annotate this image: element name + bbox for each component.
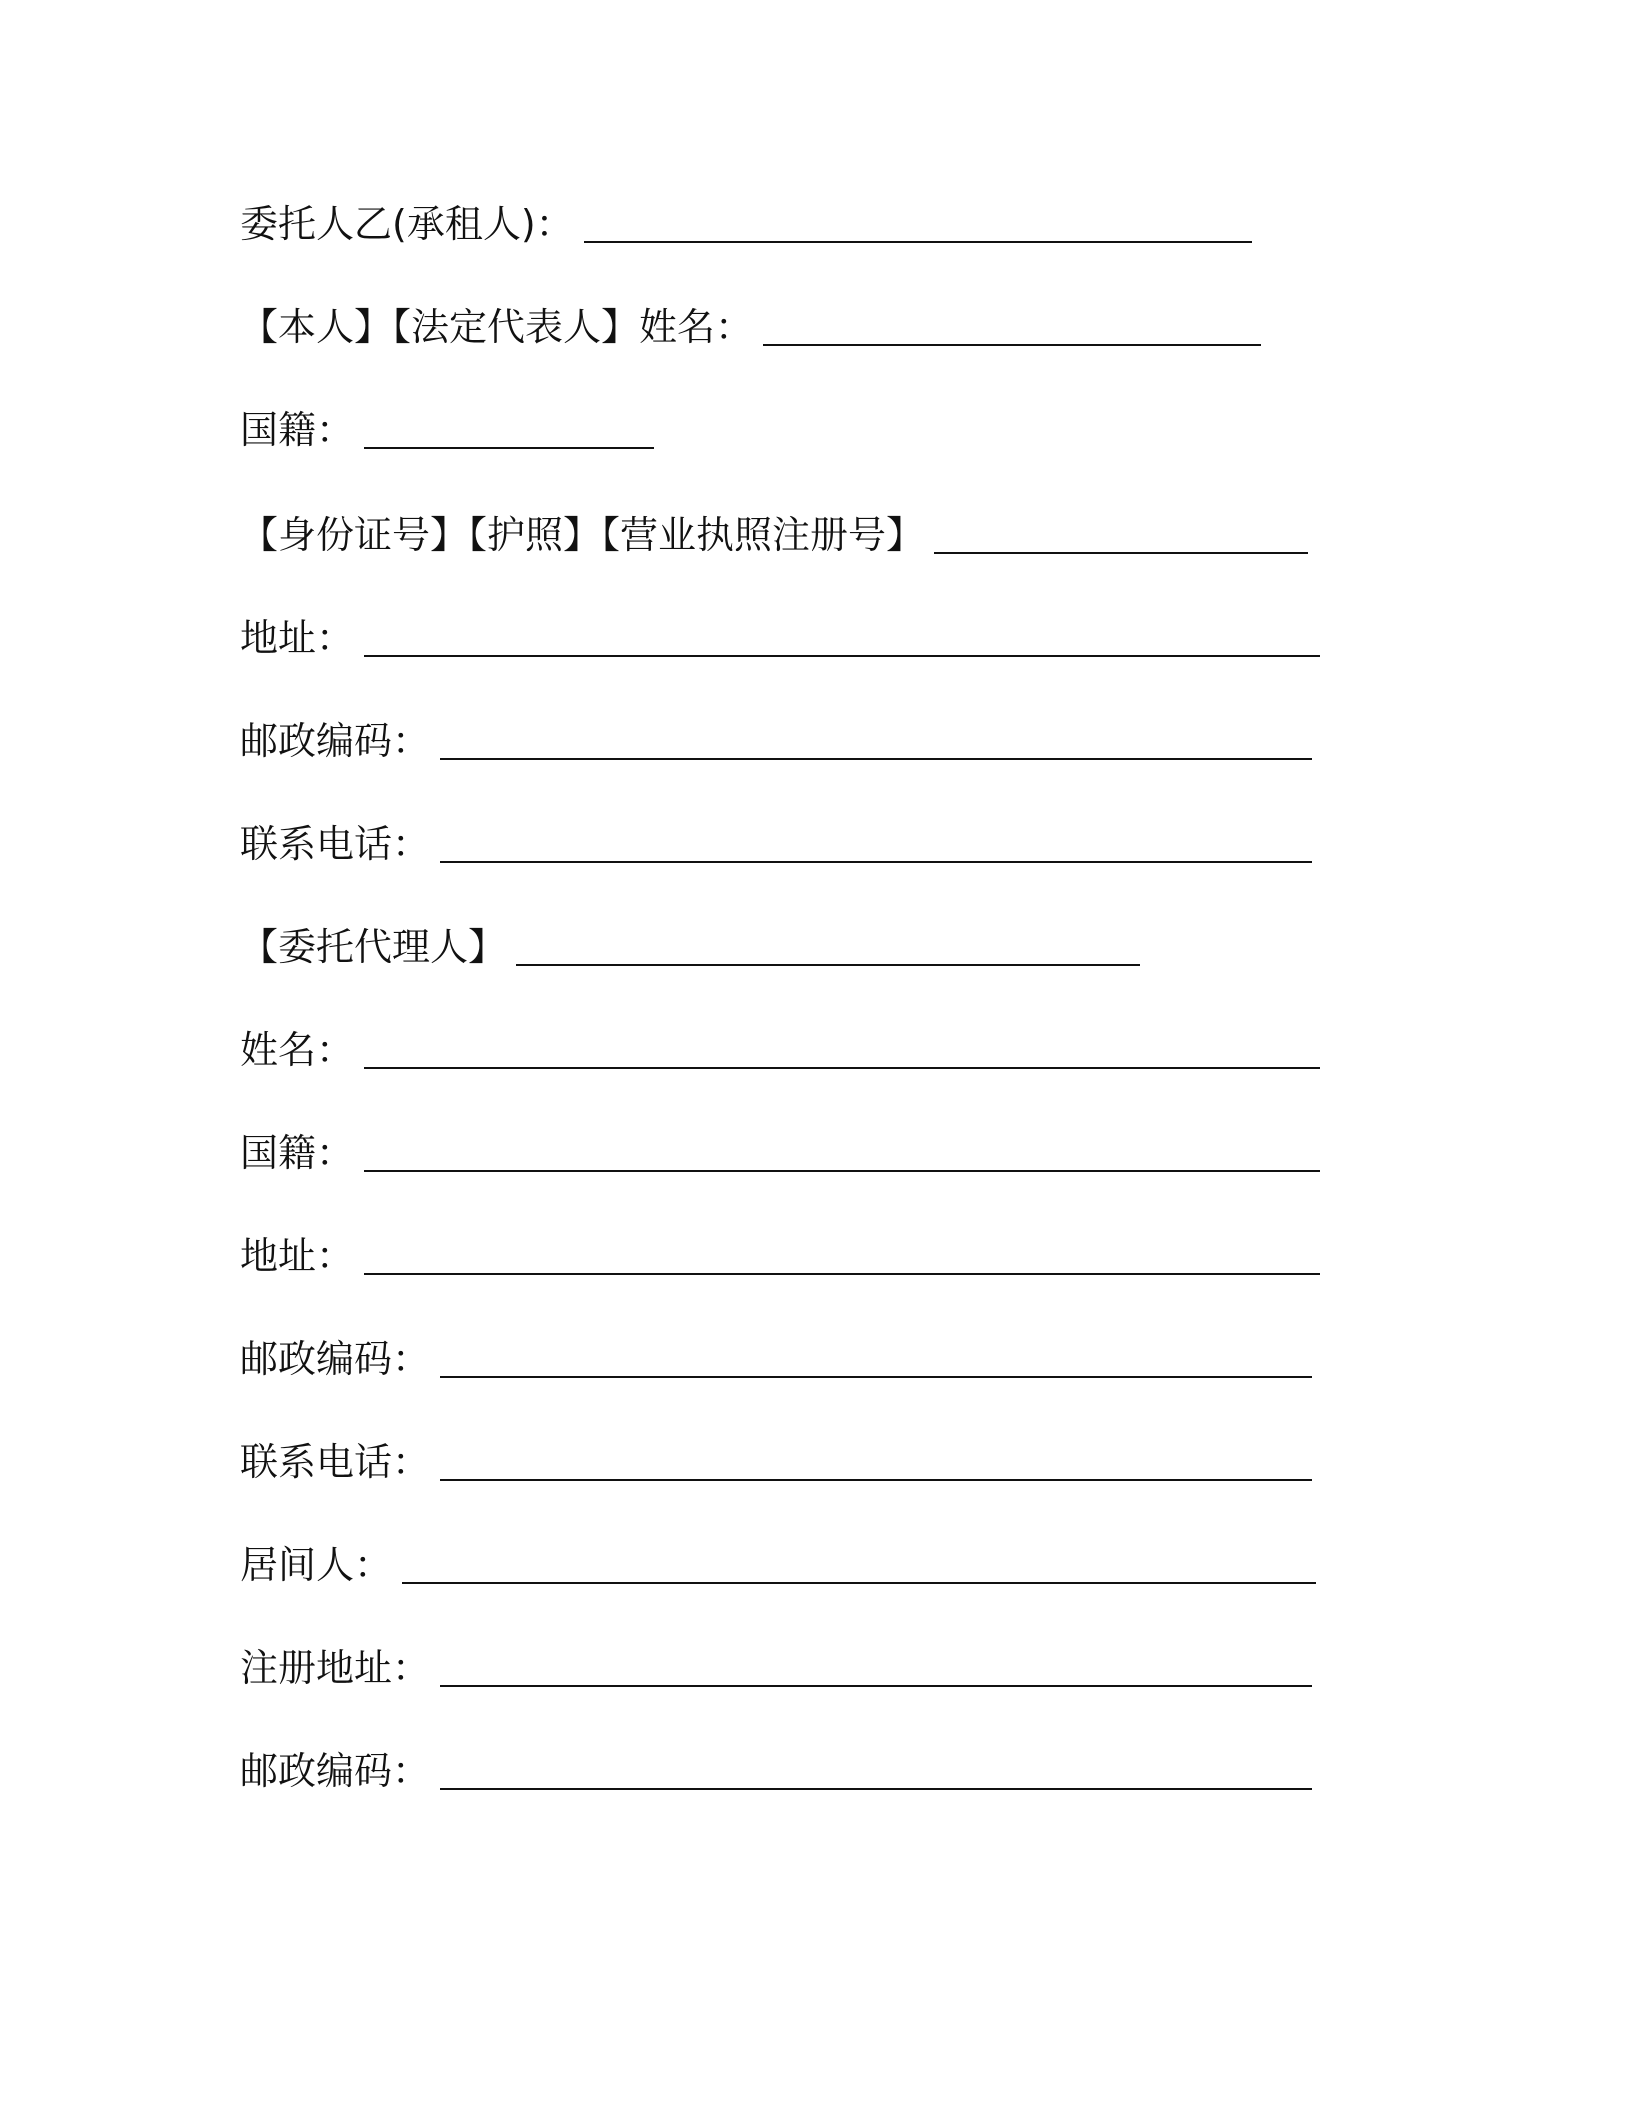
field-label: 【委托代理人】 xyxy=(240,925,507,969)
field-agent-nationality xyxy=(240,1123,1320,1183)
fill-in-blank[interactable] xyxy=(584,241,1252,243)
field-label: 邮政编码： xyxy=(240,1749,431,1793)
field-label: 国籍： xyxy=(240,1131,355,1175)
field-legal-representative-name xyxy=(240,297,1261,357)
fill-in-blank[interactable] xyxy=(364,1067,1320,1069)
fill-in-blank[interactable] xyxy=(934,552,1308,554)
fill-in-blank[interactable] xyxy=(364,1273,1320,1275)
fill-in-blank[interactable] xyxy=(440,758,1312,760)
field-label: 地址： xyxy=(240,1234,355,1278)
field-label: 【身份证号】【护照】【营业执照注册号】 xyxy=(240,513,925,557)
field-address xyxy=(240,608,1320,668)
fill-in-blank[interactable] xyxy=(440,861,1312,863)
field-label: 国籍： xyxy=(240,408,355,452)
field-nationality xyxy=(240,400,654,460)
field-agent-phone xyxy=(240,1432,1312,1492)
fill-in-blank[interactable] xyxy=(364,447,654,449)
fill-in-blank[interactable] xyxy=(440,1788,1312,1790)
fill-in-blank[interactable] xyxy=(364,1170,1320,1172)
field-label: 委托人乙(承租人)： xyxy=(240,202,574,246)
field-authorized-agent xyxy=(240,917,1140,977)
field-postal-code xyxy=(240,711,1312,771)
field-label: 【本人】【法定代表人】姓名： xyxy=(240,305,754,349)
field-label: 姓名： xyxy=(240,1028,355,1072)
field-intermediary xyxy=(240,1535,1316,1595)
field-label: 邮政编码： xyxy=(240,719,431,763)
field-agent-address xyxy=(240,1226,1320,1286)
fill-in-blank[interactable] xyxy=(440,1685,1312,1687)
fill-in-blank[interactable] xyxy=(763,344,1261,346)
fill-in-blank[interactable] xyxy=(440,1376,1312,1378)
field-label: 注册地址： xyxy=(240,1646,431,1690)
field-agent-name xyxy=(240,1020,1320,1080)
field-intermediary-postal-code xyxy=(240,1741,1312,1801)
field-phone xyxy=(240,814,1312,874)
field-label: 联系电话： xyxy=(240,1440,431,1484)
field-label: 联系电话： xyxy=(240,822,431,866)
fill-in-blank[interactable] xyxy=(364,655,1320,657)
field-registered-address xyxy=(240,1638,1312,1698)
fill-in-blank[interactable] xyxy=(402,1582,1316,1584)
field-lessee-principal xyxy=(240,194,1252,254)
field-id-number xyxy=(240,505,1308,565)
fill-in-blank[interactable] xyxy=(516,964,1140,966)
fill-in-blank[interactable] xyxy=(440,1479,1312,1481)
field-label: 邮政编码： xyxy=(240,1337,431,1381)
field-label: 居间人： xyxy=(240,1543,393,1587)
field-label: 地址： xyxy=(240,616,355,660)
field-agent-postal-code xyxy=(240,1329,1312,1389)
